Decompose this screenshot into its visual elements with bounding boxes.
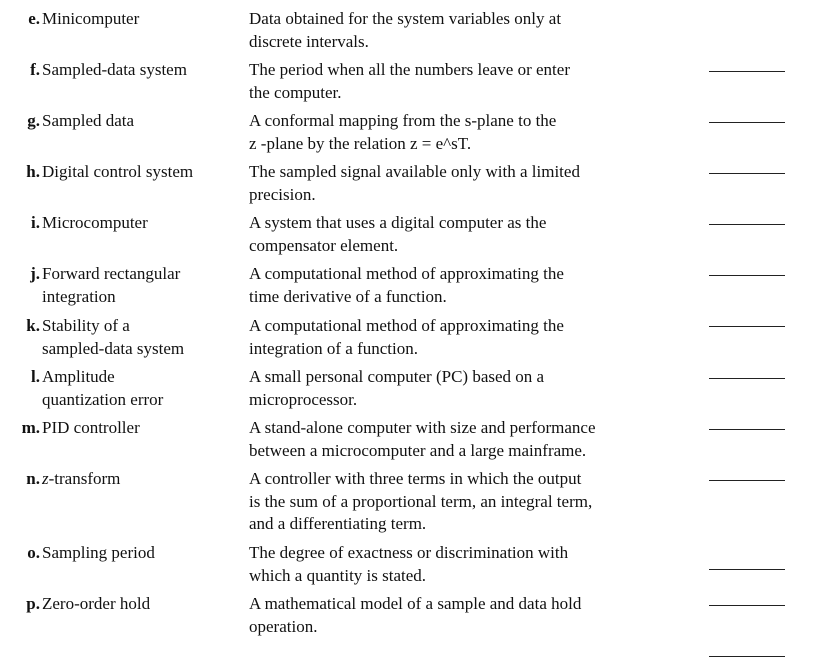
definition-line: microprocessor. — [249, 389, 358, 409]
term-text: Minicomputer — [42, 9, 140, 28]
answer-blank-line[interactable] — [709, 71, 785, 72]
definition-cell — [249, 263, 689, 308]
term-cell — [18, 593, 243, 616]
term-text: integration — [42, 286, 116, 306]
definition-cell — [249, 417, 689, 462]
definition-cell — [249, 315, 689, 360]
term-cell — [18, 417, 243, 440]
definition-line: Data obtained for the system variables only at — [249, 9, 562, 28]
definition-line: compensator element. — [249, 235, 399, 255]
definition-line: between a microcomputer and a large mainframe. — [249, 440, 587, 460]
term-letter: h. — [26, 162, 40, 181]
definition-cell — [249, 542, 689, 587]
definition-cell — [249, 366, 689, 411]
definition-cell — [249, 8, 689, 53]
definition-cell — [249, 110, 689, 155]
term-text: Stability of a — [42, 316, 130, 335]
answer-blank-line[interactable] — [709, 605, 785, 606]
term-text: Microcomputer — [42, 213, 148, 232]
definition-line: time derivative of a function. — [249, 286, 447, 306]
term-cell — [18, 315, 243, 360]
term-text: Amplitude — [42, 367, 115, 386]
term-cell — [18, 468, 243, 491]
term-letter: f. — [30, 60, 40, 79]
answer-blank-line[interactable] — [709, 378, 785, 379]
term-text: quantization error — [42, 389, 164, 409]
definition-line: The sampled signal available only with a limited — [249, 162, 580, 181]
definition-cell — [249, 59, 689, 104]
term-letter: p. — [26, 594, 40, 613]
definition-line: A computational method of approximating the — [249, 264, 564, 283]
term-letter: j. — [30, 264, 40, 283]
definition-cell — [249, 212, 689, 257]
term-letter: o. — [27, 543, 40, 562]
definition-line: integration of a function. — [249, 338, 419, 358]
answer-blank-line[interactable] — [709, 173, 785, 174]
term-cell — [18, 59, 243, 82]
definition-line: A small personal computer (PC) based on a — [249, 367, 545, 386]
answer-blank-line[interactable] — [709, 326, 785, 327]
definition-cell — [249, 593, 689, 638]
term-text: sampled-data system — [42, 338, 185, 358]
definition-line: discrete intervals. — [249, 31, 369, 51]
definition-line: A system that uses a digital computer as the — [249, 213, 547, 232]
definition-line: and a differentiating term. — [249, 514, 427, 533]
term-cell — [18, 366, 243, 411]
definition-line: is the sum of a proportional term, an integral term, — [249, 491, 593, 511]
answer-blank-line[interactable] — [709, 569, 785, 570]
term-text: Forward rectangular — [42, 264, 181, 283]
term-cell — [18, 8, 243, 31]
term-letter: g. — [27, 111, 40, 130]
term-letter: l. — [31, 367, 40, 386]
term-letter: m. — [21, 418, 40, 437]
definition-line: the computer. — [249, 82, 342, 102]
definition-line: A mathematical model of a sample and data hold — [249, 594, 582, 613]
term-letter: i. — [31, 213, 40, 232]
term-text: Digital control system — [42, 162, 194, 181]
answer-blank-line[interactable] — [709, 224, 785, 225]
term-text: Sampled data — [42, 111, 135, 130]
definition-line: z -plane by the relation z = e^sT. — [249, 133, 472, 153]
definition-line: which a quantity is stated. — [249, 565, 427, 585]
term-text: Zero-order hold — [42, 594, 151, 613]
term-letter: e. — [28, 9, 40, 28]
definition-cell — [249, 161, 689, 206]
answer-blank-line[interactable] — [709, 429, 785, 430]
answer-blank-line[interactable] — [709, 122, 785, 123]
term-cell — [18, 161, 243, 184]
answer-blank-line[interactable] — [709, 480, 785, 481]
term-text: z-transform — [42, 469, 121, 488]
term-cell — [18, 542, 243, 565]
definition-cell — [249, 468, 689, 536]
definition-line: operation. — [249, 616, 318, 636]
term-text: Sampling period — [42, 543, 155, 562]
answer-blank-line[interactable] — [709, 275, 785, 276]
term-cell — [18, 212, 243, 235]
term-text: Sampled-data system — [42, 60, 187, 79]
term-letter: k. — [26, 316, 40, 335]
term-cell — [18, 110, 243, 133]
term-letter: n. — [26, 469, 40, 488]
definition-line: A conformal mapping from the s-plane to the — [249, 111, 557, 130]
definition-line: precision. — [249, 184, 316, 204]
definition-line: A controller with three terms in which the output — [249, 469, 582, 488]
definition-line: The degree of exactness or discrimination with — [249, 543, 569, 562]
definition-line: A stand-alone computer with size and performance — [249, 418, 596, 437]
term-cell — [18, 263, 243, 308]
definition-line: A computational method of approximating the — [249, 316, 564, 335]
definition-line: The period when all the numbers leave or enter — [249, 60, 570, 79]
term-text: PID controller — [42, 418, 140, 437]
